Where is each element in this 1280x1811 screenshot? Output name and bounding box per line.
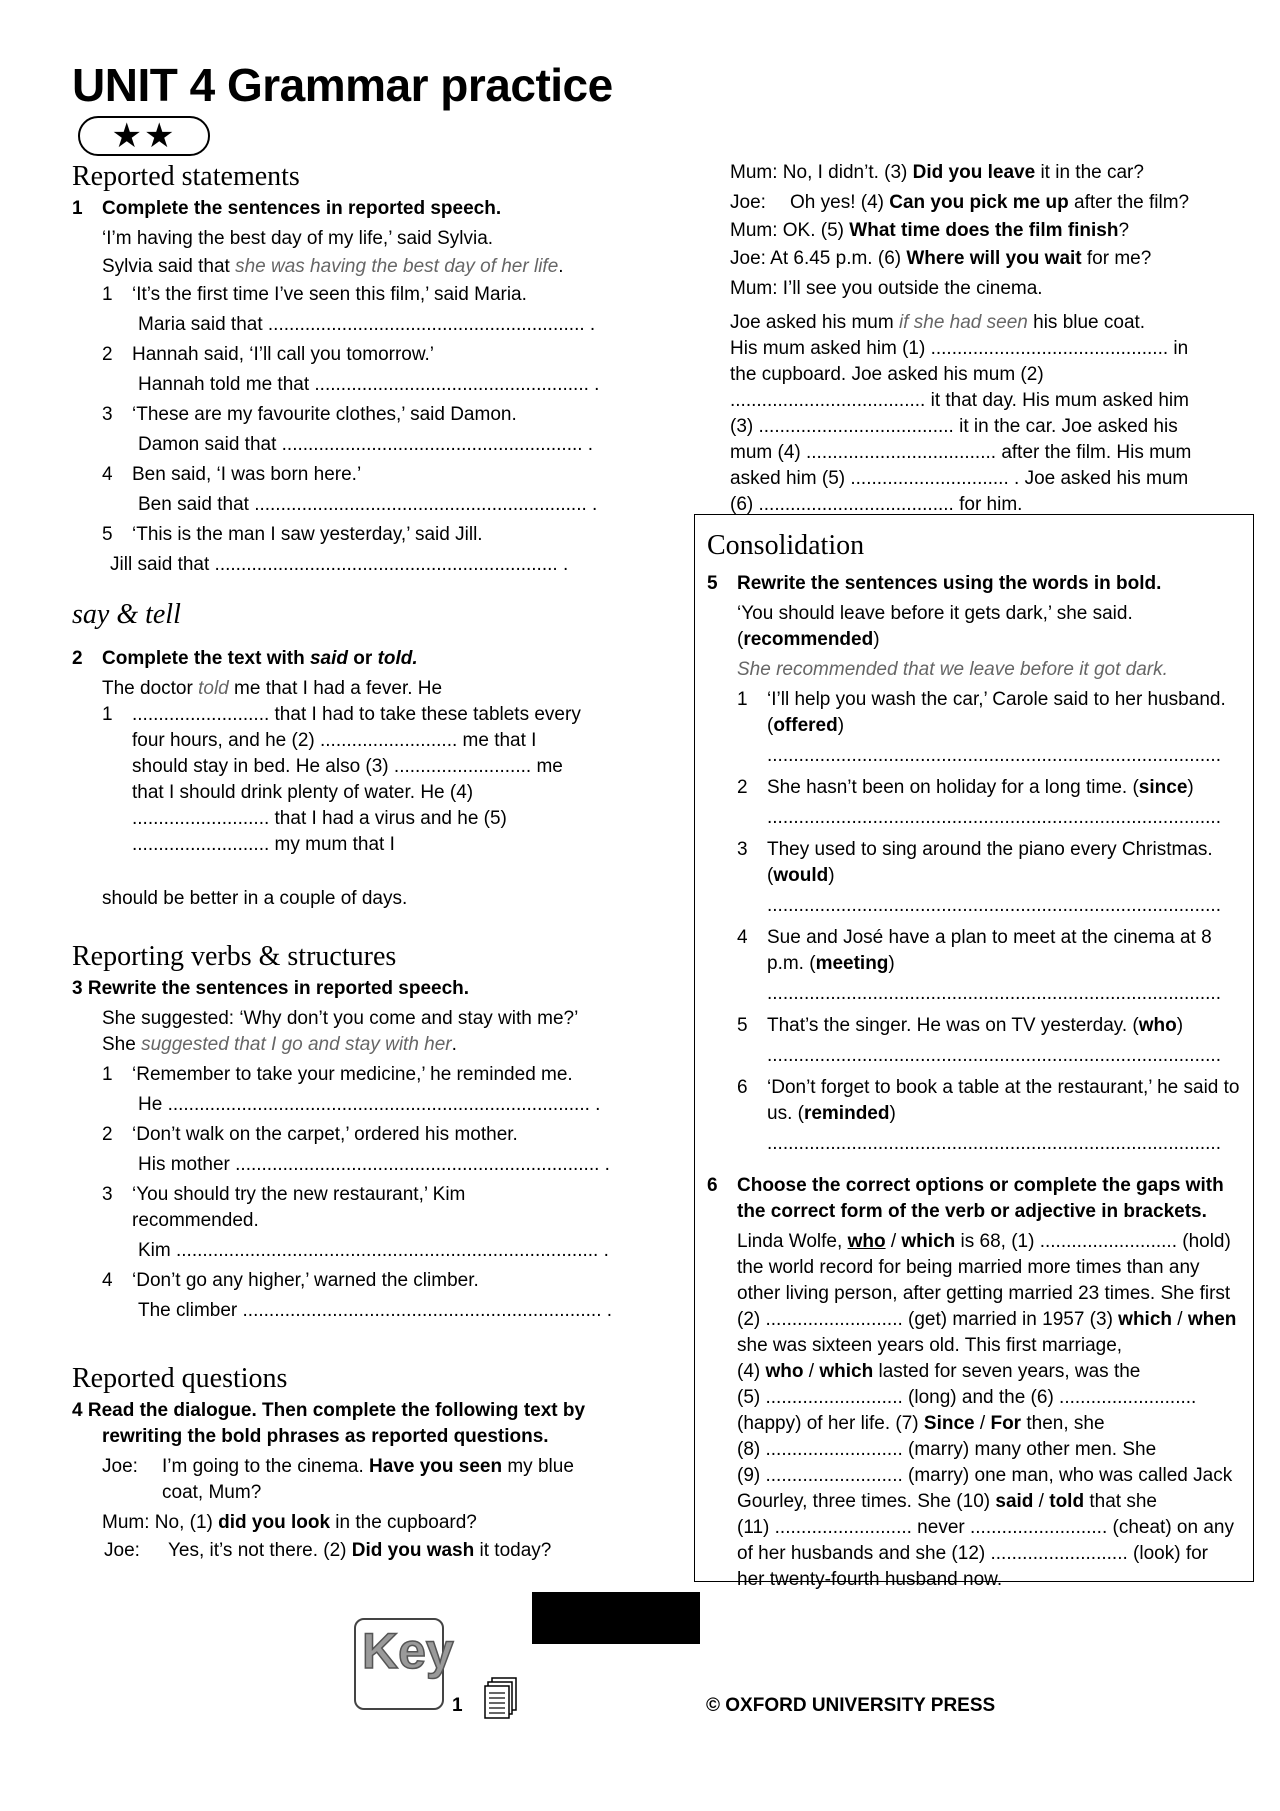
redaction-bar	[532, 1592, 700, 1644]
task-text-part: or	[348, 648, 378, 669]
item-question: They used to sing around the piano every Christmas.	[767, 839, 1213, 860]
option[interactable]: who	[765, 1361, 804, 1382]
answer-line[interactable]: Ben said that ............................................................... .	[138, 494, 598, 515]
task-6-instruction	[707, 1173, 1243, 1225]
list-item	[72, 1268, 692, 1294]
answer-line[interactable]: ......................................................................................	[767, 745, 1221, 766]
dialogue-line	[72, 1538, 692, 1564]
text-line	[72, 702, 692, 728]
gap-text: .......................... that I had to take these tablets every	[132, 704, 581, 725]
consolidation-content	[707, 529, 1243, 1593]
gap-text	[737, 1359, 1243, 1385]
bold-phrase: Where will you wait	[906, 248, 1082, 269]
section-heading-reported-statements: Reported statements	[72, 161, 300, 192]
answer-line[interactable]: ......................................................................................	[767, 983, 1221, 1004]
keyword: offered	[773, 715, 838, 736]
item-number: 5	[737, 1015, 748, 1036]
text-part: me that I had a fever. He	[228, 678, 443, 699]
example-answer-suffix: .	[451, 1034, 457, 1055]
gap-text: her twenty-fourth husband now.	[737, 1569, 1003, 1590]
option[interactable]: when	[1187, 1309, 1237, 1330]
speaker-label: Joe:	[102, 1456, 138, 1477]
dialogue-line	[72, 1454, 692, 1480]
example-answer-text: suggested that I go and stay with her	[141, 1034, 452, 1055]
option-selected[interactable]: who	[847, 1231, 886, 1252]
text-line: should be better in a couple of days.	[102, 888, 408, 909]
section-heading-say-tell: say & tell	[72, 599, 181, 630]
item-number: 1	[737, 689, 748, 710]
item-number: 5	[102, 524, 113, 545]
gap-text-block	[707, 1229, 1243, 1593]
answer-line[interactable]: ......................................................................................	[767, 1045, 1221, 1066]
list-item	[72, 282, 692, 308]
task-text-part: Complete the text with	[102, 648, 310, 669]
option-separator: /	[1172, 1309, 1188, 1330]
example-question: ‘I’m having the best day of my life,’ said Sylvia.	[102, 228, 494, 249]
key-logo-text: Key	[362, 1623, 454, 1679]
keyword: since	[1138, 777, 1188, 798]
task-text-part: the correct form of the verb or adjective in brackets.	[737, 1201, 1207, 1222]
gap-text: four hours, and he (2) .......................... me that I	[132, 730, 537, 751]
text-line	[72, 676, 692, 702]
keyword: meeting	[815, 953, 889, 974]
text-part: his blue coat.	[1027, 312, 1146, 333]
list-item	[72, 522, 692, 548]
text-part: The doctor	[102, 678, 199, 699]
dialogue-part: it today?	[474, 1540, 552, 1561]
item-question: ‘This is the man I saw yesterday,’ said Jill.	[132, 524, 483, 545]
item-question: She hasn’t been on holiday for a long time.	[767, 777, 1133, 798]
task-4-instruction: 4 Read the dialogue. Then complete the following text by	[72, 1400, 586, 1421]
task-number: 2	[72, 648, 83, 669]
list-item: 3 They used to sing around the piano every Christmas. (would)	[707, 837, 1243, 889]
gap-text: His mum asked him (1) ............................................. in	[730, 338, 1189, 359]
text-part: Gourley, three times. She (10)	[737, 1491, 996, 1512]
gap-text: (8) .......................... (marry) many other men. She	[737, 1439, 1157, 1460]
section-heading-reporting-verbs: Reporting verbs & structures	[72, 941, 397, 972]
option-separator: /	[974, 1413, 991, 1434]
item-number: 2	[102, 344, 113, 365]
item-question: ‘These are my favourite clothes,’ said Damon.	[132, 404, 517, 425]
keyword: would	[773, 865, 829, 886]
item-question: That’s the singer. He was on TV yesterday.	[767, 1015, 1133, 1036]
page-number: 1	[452, 1695, 463, 1716]
page-title: UNIT 4 Grammar practice	[72, 59, 613, 111]
text-line	[730, 310, 1250, 336]
answer-line[interactable]: Hannah told me that .................................................... .	[138, 374, 600, 395]
gap-text: mum (4) .................................... after the film. His mum	[730, 442, 1192, 463]
list-item: 6 ‘Don’t forget to book a table at the restaurant,’ he said to us. (reminded)	[707, 1075, 1243, 1127]
list-item: 4 Sue and José have a plan to meet at the cinema at 8 p.m. (meeting)	[707, 925, 1243, 977]
dialogue-part: my blue	[502, 1456, 574, 1477]
dialogue-part: after the film?	[1068, 192, 1190, 213]
example-answer	[72, 1032, 692, 1058]
dialogue-line: coat, Mum?	[162, 1482, 262, 1503]
item-number: 3	[737, 839, 748, 860]
dialogue-part: in the cupboard?	[330, 1512, 477, 1533]
answer-line[interactable]: The climber .................................................................... .	[138, 1300, 613, 1321]
gap-text: the world record for being married more times than any	[737, 1257, 1200, 1278]
list-item	[72, 342, 692, 368]
answer-line[interactable]: ......................................................................................	[767, 807, 1221, 828]
speaker-label: Mum:	[102, 1512, 150, 1533]
document-stack-icon	[484, 1676, 520, 1720]
task-keyword-told: told.	[377, 648, 418, 669]
dialogue-part: Oh yes! (4)	[790, 192, 890, 213]
dialogue-part: Joe: At 6.45 p.m. (6)	[730, 248, 907, 269]
gap-text: ..................................... it that day. His mum asked him	[730, 390, 1189, 411]
dialogue-line	[730, 246, 1250, 272]
section-heading-reported-questions: Reported questions	[72, 1363, 288, 1394]
task-text	[737, 1173, 1224, 1225]
item-question: ‘Remember to take your medicine,’ he reminded me.	[132, 1064, 573, 1085]
option-separator: /	[885, 1231, 902, 1252]
list-item	[72, 1062, 692, 1088]
answer-line[interactable]: He ................................................................................ .	[138, 1094, 601, 1115]
list-item	[72, 462, 692, 488]
gap-text: .......................... that I had a virus and he (5)	[132, 808, 507, 829]
example-answer-text: if she had seen	[898, 312, 1028, 333]
answer-line[interactable]: ......................................................................................	[767, 1133, 1221, 1154]
dialogue-text	[790, 190, 1189, 216]
answer-line[interactable]: Maria said that ............................................................ .	[138, 314, 596, 335]
task-text: Rewrite the sentences using the words in bold.	[737, 573, 1162, 594]
bold-phrase: Did you leave	[912, 162, 1036, 183]
example-answer-text: told	[198, 678, 229, 699]
text-part: (happy) of her life. (7)	[737, 1413, 924, 1434]
example-question: She suggested: ‘Why don’t you come and stay with me?’	[102, 1008, 579, 1029]
answer-line[interactable]: His mother ..................................................................... .	[138, 1154, 610, 1175]
gap-text	[737, 1229, 1243, 1255]
gap-text: (11) .......................... never .......................... (cheat) on any	[737, 1517, 1234, 1538]
task-number: 5	[707, 573, 718, 594]
answer-line[interactable]: ......................................................................................	[767, 895, 1221, 916]
list-item: 1 ‘I’ll help you wash the car,’ Carole said to her husband. (offered)	[707, 687, 1243, 739]
example-answer	[72, 254, 692, 280]
text-part: lasted for seven years, was the	[873, 1361, 1141, 1382]
gap-text: that I should drink plenty of water. He (4)	[132, 782, 474, 803]
item-question: ‘Don’t go any higher,’ warned the climber.	[132, 1270, 479, 1291]
gap-text: (6) ..................................... for him.	[730, 494, 1023, 515]
text-part: Joe asked his mum	[730, 312, 899, 333]
item-question: Sue and José have a plan to meet at the cinema at 8 p.m.	[767, 927, 1212, 974]
task-text	[102, 646, 418, 672]
item-question: ‘Don’t walk on the carpet,’ ordered his mother.	[132, 1124, 518, 1145]
item-question: ‘Don’t forget to book a table at the restaurant,’ he said to us.	[767, 1077, 1240, 1124]
dialogue-line	[730, 160, 1250, 186]
example-answer-prefix: She	[102, 1034, 142, 1055]
gap-text: asked him (5) .............................. . Joe asked his mum	[730, 468, 1189, 489]
keyword: reminded	[803, 1103, 890, 1124]
text-part: that she	[1084, 1491, 1157, 1512]
dialogue-part: for me?	[1081, 248, 1152, 269]
right-column	[730, 160, 1250, 518]
bold-phrase: did you look	[218, 1512, 331, 1533]
item-number: 3	[102, 404, 113, 425]
item-number: 4	[102, 1270, 113, 1291]
consolidation-box	[694, 514, 1254, 1590]
task-keyword-said: said	[309, 648, 348, 669]
gap-text: should stay in bed. He also (3) .......................... me	[132, 756, 563, 777]
dialogue-part: No, (1)	[149, 1512, 219, 1533]
option-separator: /	[803, 1361, 820, 1382]
list-item: 5 That’s the singer. He was on TV yesterday. (who)	[707, 1013, 1243, 1039]
text-part: then, she	[1021, 1413, 1105, 1434]
option-separator: /	[1033, 1491, 1050, 1512]
text-part: Linda Wolfe,	[737, 1231, 848, 1252]
gap-text: (5) .......................... (long) and the (6) ..........................	[737, 1387, 1197, 1408]
answer-line[interactable]: Kim ................................................................................ .	[138, 1240, 609, 1261]
option[interactable]: which	[1118, 1309, 1173, 1330]
item-question: Ben said, ‘I was born here.’	[132, 464, 362, 485]
list-item: 2 She hasn’t been on holiday for a long time. (since)	[707, 775, 1243, 801]
left-column	[72, 160, 692, 1564]
text-part: (4)	[737, 1361, 766, 1382]
dialogue-part: Yes, it’s not there. (2)	[168, 1540, 352, 1561]
item-number: 1	[102, 1064, 113, 1085]
example-answer-prefix: Sylvia said that	[102, 256, 236, 277]
task-text-part: Choose the correct options or complete the gaps with	[737, 1175, 1224, 1196]
dialogue-part: Mum: OK. (5)	[730, 220, 850, 241]
list-item	[72, 1182, 692, 1208]
item-number: 2	[102, 1124, 113, 1145]
difficulty-stars-badge: ★★	[78, 116, 210, 156]
item-question: ‘It’s the first time I’ve seen this film,’ said Maria.	[132, 284, 527, 305]
item-number: 2	[737, 777, 748, 798]
dialogue-line: Mum: I’ll see you outside the cinema.	[730, 278, 1043, 299]
option[interactable]: which	[901, 1231, 956, 1252]
option[interactable]: For	[990, 1413, 1022, 1434]
item-question: Hannah said, ‘I’ll call you tomorrow.’	[132, 344, 435, 365]
gap-text: (9) .......................... (marry) one man, who was called Jack	[737, 1465, 1233, 1486]
task-2-instruction	[72, 646, 692, 672]
dialogue-part: I’m going to the cinema.	[162, 1456, 369, 1477]
gap-text: (3) ..................................... it in the car. Joe asked his	[730, 416, 1178, 437]
section-heading-consolidation: Consolidation	[707, 530, 865, 561]
item-number: 3	[102, 1184, 113, 1205]
gap-text	[737, 1489, 1243, 1515]
item-number: 4	[737, 927, 748, 948]
gap-text: .......................... my mum that I	[132, 834, 395, 855]
keyword: recommended	[743, 629, 874, 650]
item-question: ‘I’ll help you wash the car,’ Carole said to her husband.	[767, 689, 1226, 710]
task-3-instruction: 3 Rewrite the sentences in reported speech.	[72, 978, 470, 999]
speaker-label: Joe:	[730, 192, 766, 213]
answer-line[interactable]: Jill said that ................................................................. .	[110, 554, 569, 575]
gap-text	[737, 1307, 1243, 1333]
option[interactable]: said	[995, 1491, 1034, 1512]
gap-text: other living person, after getting married 23 times. She first	[737, 1283, 1231, 1304]
dialogue-part: it in the car?	[1035, 162, 1144, 183]
option[interactable]: Since	[923, 1413, 975, 1434]
item-question: ‘You should try the new restaurant,’ Kim	[132, 1184, 466, 1205]
speaker-label: Joe:	[104, 1540, 140, 1561]
task-5-instruction	[707, 571, 1243, 597]
dialogue-line	[730, 190, 1250, 216]
list-item	[72, 402, 692, 428]
item-number: 6	[737, 1077, 748, 1098]
option[interactable]: told	[1049, 1491, 1085, 1512]
bold-phrase: Can you pick me up	[889, 192, 1069, 213]
text-part: is 68, (1) .......................... (hold)	[955, 1231, 1231, 1252]
option[interactable]: which	[819, 1361, 874, 1382]
answer-line[interactable]: Damon said that ......................................................... .	[138, 434, 594, 455]
keyword: who	[1138, 1015, 1177, 1036]
dialogue-line	[72, 1510, 692, 1536]
task-4-instruction-continued: rewriting the bold phrases as reported questions.	[102, 1426, 549, 1447]
task-number: 1	[72, 198, 83, 219]
task-text: Complete the sentences in reported speech.	[102, 198, 502, 219]
bold-phrase: Have you seen	[369, 1456, 503, 1477]
item-number: 1	[102, 704, 113, 725]
text-part: (2) .......................... (get) married in 1957 (3)	[737, 1309, 1119, 1330]
dialogue-part: Mum: No, I didn’t. (3)	[730, 162, 913, 183]
gap-text: she was sixteen years old. This first marriage,	[737, 1335, 1123, 1356]
bold-phrase: Did you wash	[351, 1540, 475, 1561]
item-question-continued: recommended.	[132, 1210, 259, 1231]
gap-text: of her husbands and she (12) .......................... (look) for	[737, 1543, 1208, 1564]
example-answer: She recommended that we leave before it got dark.	[737, 659, 1168, 680]
example-keyword: (recommended)	[737, 629, 880, 650]
gap-text: the cupboard. Joe asked his mum (2)	[730, 364, 1044, 385]
dialogue-text	[162, 1454, 574, 1480]
dialogue-part: ?	[1118, 220, 1130, 241]
dialogue-text	[168, 1538, 551, 1564]
gap-text	[737, 1411, 1243, 1437]
task-1-instruction	[72, 196, 692, 222]
item-number: 4	[102, 464, 113, 485]
key-logo-icon	[354, 1618, 454, 1710]
bold-phrase: What time does the film finish	[849, 220, 1119, 241]
list-item	[72, 1122, 692, 1148]
item-number: 1	[102, 284, 113, 305]
copyright-notice: © OXFORD UNIVERSITY PRESS	[706, 1695, 996, 1716]
example-answer-suffix: .	[558, 256, 564, 277]
dialogue-line	[730, 218, 1250, 244]
task-number: 6	[707, 1175, 718, 1196]
example-question: ‘You should leave before it gets dark,’ she said.	[737, 603, 1133, 624]
example-answer-text: she was having the best day of her life	[235, 256, 559, 277]
